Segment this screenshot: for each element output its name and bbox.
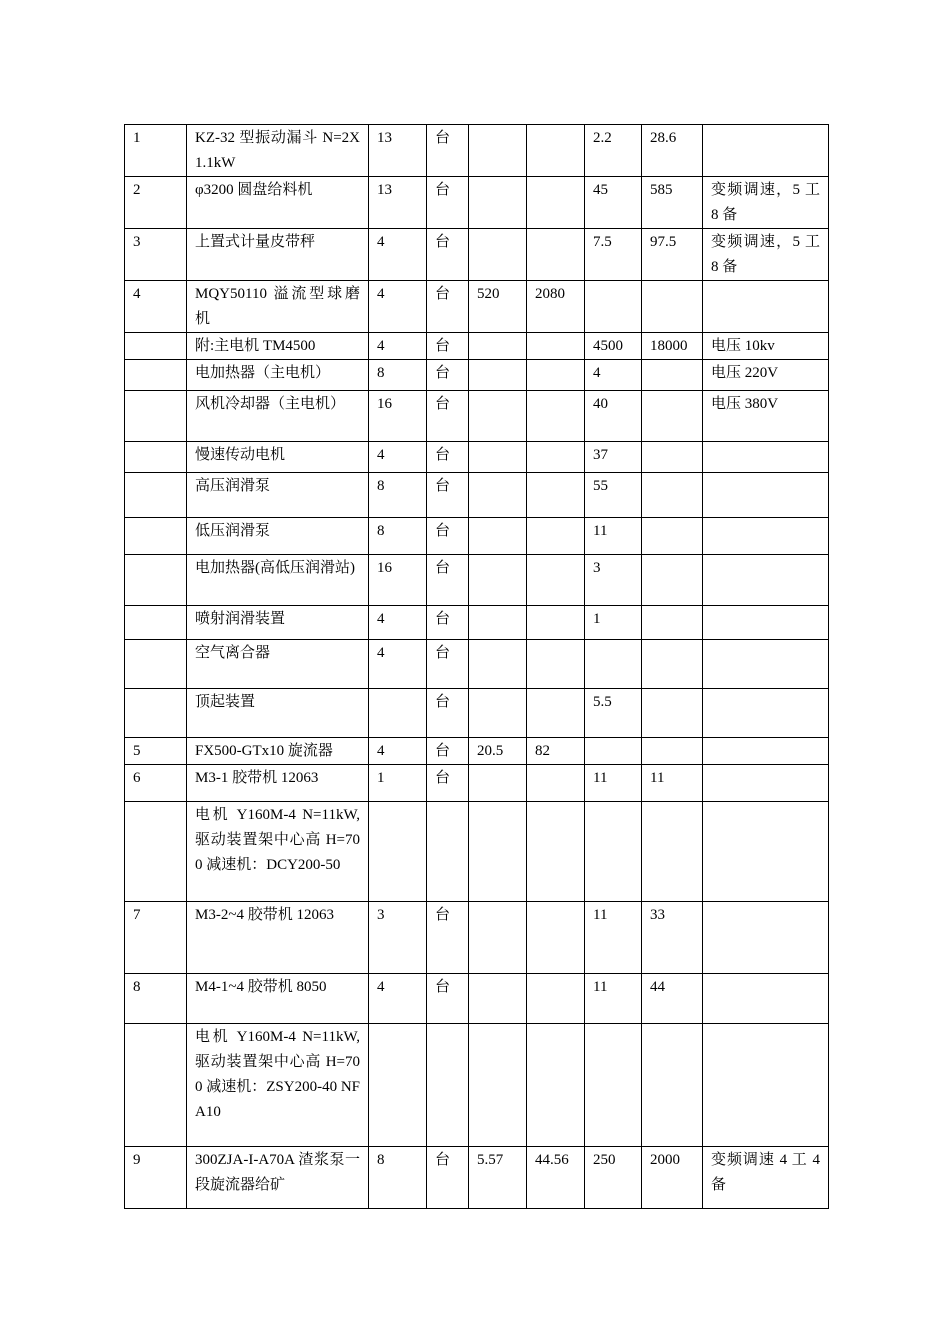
cell-no: 5 — [125, 738, 187, 765]
cell-c: 250 — [585, 1147, 642, 1209]
cell-a: 520 — [469, 281, 527, 333]
cell-note: 变频调速，5 工 8 备 — [703, 229, 829, 281]
cell-unit: 台 — [427, 391, 469, 442]
cell-qty: 4 — [369, 281, 427, 333]
cell-unit: 台 — [427, 442, 469, 473]
cell-unit: 台 — [427, 902, 469, 974]
cell-qty: 13 — [369, 177, 427, 229]
cell-c: 11 — [585, 765, 642, 802]
cell-a — [469, 902, 527, 974]
table-row — [125, 902, 829, 974]
cell-unit: 台 — [427, 518, 469, 555]
cell-c — [585, 1024, 642, 1147]
cell-d — [642, 473, 703, 518]
cell-d — [642, 442, 703, 473]
cell-name: φ3200 圆盘给料机 — [187, 177, 369, 229]
cell-name: 300ZJA-I-A70A 渣浆泵一段旋流器给矿 — [187, 1147, 369, 1209]
cell-no — [125, 606, 187, 640]
cell-no — [125, 518, 187, 555]
cell-no: 2 — [125, 177, 187, 229]
cell-b — [527, 765, 585, 802]
cell-c: 5.5 — [585, 689, 642, 738]
cell-no — [125, 333, 187, 360]
cell-a — [469, 689, 527, 738]
cell-a: 20.5 — [469, 738, 527, 765]
cell-note — [703, 281, 829, 333]
cell-qty: 3 — [369, 902, 427, 974]
cell-a — [469, 1024, 527, 1147]
cell-note: 电压 220V — [703, 360, 829, 391]
cell-c: 2.2 — [585, 125, 642, 177]
cell-note — [703, 473, 829, 518]
cell-b — [527, 442, 585, 473]
cell-name: 顶起装置 — [187, 689, 369, 738]
cell-b — [527, 518, 585, 555]
cell-c: 45 — [585, 177, 642, 229]
cell-unit — [427, 802, 469, 902]
cell-qty: 13 — [369, 125, 427, 177]
cell-unit: 台 — [427, 281, 469, 333]
cell-qty: 8 — [369, 1147, 427, 1209]
cell-unit: 台 — [427, 738, 469, 765]
cell-unit: 台 — [427, 689, 469, 738]
table-row — [125, 333, 829, 360]
cell-no — [125, 442, 187, 473]
cell-name: KZ-32 型振动漏斗 N=2X1.1kW — [187, 125, 369, 177]
cell-qty: 4 — [369, 229, 427, 281]
cell-unit: 台 — [427, 555, 469, 606]
cell-no: 8 — [125, 974, 187, 1024]
table-row — [125, 281, 829, 333]
cell-unit — [427, 1024, 469, 1147]
table-row — [125, 391, 829, 442]
cell-c: 4 — [585, 360, 642, 391]
cell-note — [703, 974, 829, 1024]
cell-qty: 4 — [369, 738, 427, 765]
cell-qty: 1 — [369, 765, 427, 802]
cell-d — [642, 640, 703, 689]
cell-unit: 台 — [427, 177, 469, 229]
cell-a — [469, 473, 527, 518]
cell-note — [703, 640, 829, 689]
cell-a — [469, 333, 527, 360]
cell-qty — [369, 689, 427, 738]
cell-name: MQY50110 溢流型球磨机 — [187, 281, 369, 333]
cell-name: 高压润滑泵 — [187, 473, 369, 518]
cell-d: 97.5 — [642, 229, 703, 281]
cell-d — [642, 606, 703, 640]
cell-unit: 台 — [427, 360, 469, 391]
cell-d — [642, 360, 703, 391]
cell-d — [642, 738, 703, 765]
cell-a — [469, 391, 527, 442]
cell-d — [642, 1024, 703, 1147]
cell-name: 电加热器(高低压润滑站) — [187, 555, 369, 606]
table-row — [125, 1147, 829, 1209]
cell-b — [527, 1024, 585, 1147]
cell-name: 电机 Y160M-4 N=11kW, 驱动装置架中心高 H=700 减速机：ZSY200-40 NFA10 — [187, 1024, 369, 1147]
cell-unit: 台 — [427, 125, 469, 177]
cell-no — [125, 640, 187, 689]
table-row — [125, 765, 829, 802]
cell-b — [527, 689, 585, 738]
cell-no — [125, 1024, 187, 1147]
cell-name: 低压润滑泵 — [187, 518, 369, 555]
cell-unit: 台 — [427, 473, 469, 518]
cell-no — [125, 391, 187, 442]
cell-qty: 8 — [369, 360, 427, 391]
cell-name: 电加热器（主电机） — [187, 360, 369, 391]
cell-qty: 16 — [369, 555, 427, 606]
cell-c — [585, 738, 642, 765]
equipment-table-body — [125, 125, 829, 1209]
cell-b: 44.56 — [527, 1147, 585, 1209]
cell-c: 11 — [585, 974, 642, 1024]
table-row — [125, 555, 829, 606]
cell-no: 1 — [125, 125, 187, 177]
cell-b — [527, 555, 585, 606]
cell-qty — [369, 802, 427, 902]
cell-note — [703, 125, 829, 177]
cell-d — [642, 391, 703, 442]
cell-c: 11 — [585, 902, 642, 974]
cell-b — [527, 974, 585, 1024]
cell-b — [527, 473, 585, 518]
cell-a: 5.57 — [469, 1147, 527, 1209]
cell-d: 2000 — [642, 1147, 703, 1209]
cell-d: 33 — [642, 902, 703, 974]
cell-a — [469, 802, 527, 902]
cell-b — [527, 125, 585, 177]
cell-b — [527, 229, 585, 281]
cell-b — [527, 606, 585, 640]
cell-qty: 4 — [369, 640, 427, 689]
cell-qty: 16 — [369, 391, 427, 442]
cell-no: 9 — [125, 1147, 187, 1209]
cell-a — [469, 442, 527, 473]
cell-note: 电压 10kv — [703, 333, 829, 360]
table-row — [125, 177, 829, 229]
table-row — [125, 1024, 829, 1147]
cell-name: 上置式计量皮带秤 — [187, 229, 369, 281]
cell-a — [469, 360, 527, 391]
cell-name: M3-1 胶带机 12063 — [187, 765, 369, 802]
cell-note — [703, 518, 829, 555]
cell-c: 11 — [585, 518, 642, 555]
cell-c — [585, 802, 642, 902]
cell-d — [642, 555, 703, 606]
cell-a — [469, 229, 527, 281]
table-row — [125, 360, 829, 391]
table-row — [125, 738, 829, 765]
cell-c: 55 — [585, 473, 642, 518]
cell-a — [469, 974, 527, 1024]
cell-b — [527, 640, 585, 689]
cell-a — [469, 177, 527, 229]
cell-b — [527, 360, 585, 391]
cell-c: 40 — [585, 391, 642, 442]
cell-qty: 8 — [369, 518, 427, 555]
cell-a — [469, 125, 527, 177]
cell-name: 风机冷却器（主电机） — [187, 391, 369, 442]
cell-no — [125, 802, 187, 902]
cell-note — [703, 555, 829, 606]
cell-d — [642, 518, 703, 555]
cell-unit: 台 — [427, 765, 469, 802]
cell-name: 空气离合器 — [187, 640, 369, 689]
table-row — [125, 473, 829, 518]
table-row — [125, 229, 829, 281]
cell-note — [703, 606, 829, 640]
cell-note — [703, 802, 829, 902]
cell-note — [703, 738, 829, 765]
table-row — [125, 125, 829, 177]
cell-no: 7 — [125, 902, 187, 974]
cell-d: 44 — [642, 974, 703, 1024]
cell-no: 4 — [125, 281, 187, 333]
cell-d: 585 — [642, 177, 703, 229]
cell-a — [469, 518, 527, 555]
cell-b — [527, 177, 585, 229]
table-row — [125, 518, 829, 555]
cell-note — [703, 1024, 829, 1147]
cell-c — [585, 640, 642, 689]
cell-name: 喷射润滑装置 — [187, 606, 369, 640]
cell-note: 变频调速，5 工 8 备 — [703, 177, 829, 229]
cell-no — [125, 689, 187, 738]
cell-a — [469, 765, 527, 802]
table-row — [125, 689, 829, 738]
table-row — [125, 802, 829, 902]
cell-d: 18000 — [642, 333, 703, 360]
cell-unit: 台 — [427, 974, 469, 1024]
cell-no — [125, 360, 187, 391]
cell-name: M4-1~4 胶带机 8050 — [187, 974, 369, 1024]
table-row — [125, 442, 829, 473]
cell-c: 3 — [585, 555, 642, 606]
cell-d — [642, 802, 703, 902]
equipment-table — [124, 124, 829, 1209]
cell-no: 3 — [125, 229, 187, 281]
cell-qty: 8 — [369, 473, 427, 518]
cell-qty: 4 — [369, 442, 427, 473]
cell-note: 变频调速 4 工 4 备 — [703, 1147, 829, 1209]
cell-no — [125, 473, 187, 518]
cell-unit: 台 — [427, 229, 469, 281]
cell-name: 附:主电机 TM4500 — [187, 333, 369, 360]
cell-c — [585, 281, 642, 333]
table-row — [125, 974, 829, 1024]
cell-name: M3-2~4 胶带机 12063 — [187, 902, 369, 974]
cell-c: 4500 — [585, 333, 642, 360]
cell-c: 7.5 — [585, 229, 642, 281]
cell-c: 1 — [585, 606, 642, 640]
cell-note — [703, 689, 829, 738]
cell-c: 37 — [585, 442, 642, 473]
table-row — [125, 606, 829, 640]
cell-qty: 4 — [369, 974, 427, 1024]
cell-name: 慢速传动电机 — [187, 442, 369, 473]
cell-unit: 台 — [427, 640, 469, 689]
cell-d — [642, 689, 703, 738]
cell-note — [703, 765, 829, 802]
cell-b: 2080 — [527, 281, 585, 333]
cell-d — [642, 281, 703, 333]
cell-name: FX500-GTx10 旋流器 — [187, 738, 369, 765]
cell-a — [469, 640, 527, 689]
cell-no — [125, 555, 187, 606]
cell-b — [527, 333, 585, 360]
cell-note: 电压 380V — [703, 391, 829, 442]
cell-note — [703, 442, 829, 473]
cell-qty: 4 — [369, 333, 427, 360]
table-row — [125, 640, 829, 689]
cell-qty: 4 — [369, 606, 427, 640]
cell-unit: 台 — [427, 1147, 469, 1209]
cell-d: 28.6 — [642, 125, 703, 177]
cell-b — [527, 802, 585, 902]
cell-name: 电机 Y160M-4 N=11kW, 驱动装置架中心高 H=700 减速机：DCY200-50 — [187, 802, 369, 902]
cell-unit: 台 — [427, 606, 469, 640]
cell-qty — [369, 1024, 427, 1147]
cell-note — [703, 902, 829, 974]
cell-a — [469, 555, 527, 606]
cell-b — [527, 902, 585, 974]
cell-b — [527, 391, 585, 442]
cell-b: 82 — [527, 738, 585, 765]
cell-unit: 台 — [427, 333, 469, 360]
cell-a — [469, 606, 527, 640]
cell-no: 6 — [125, 765, 187, 802]
cell-d: 11 — [642, 765, 703, 802]
